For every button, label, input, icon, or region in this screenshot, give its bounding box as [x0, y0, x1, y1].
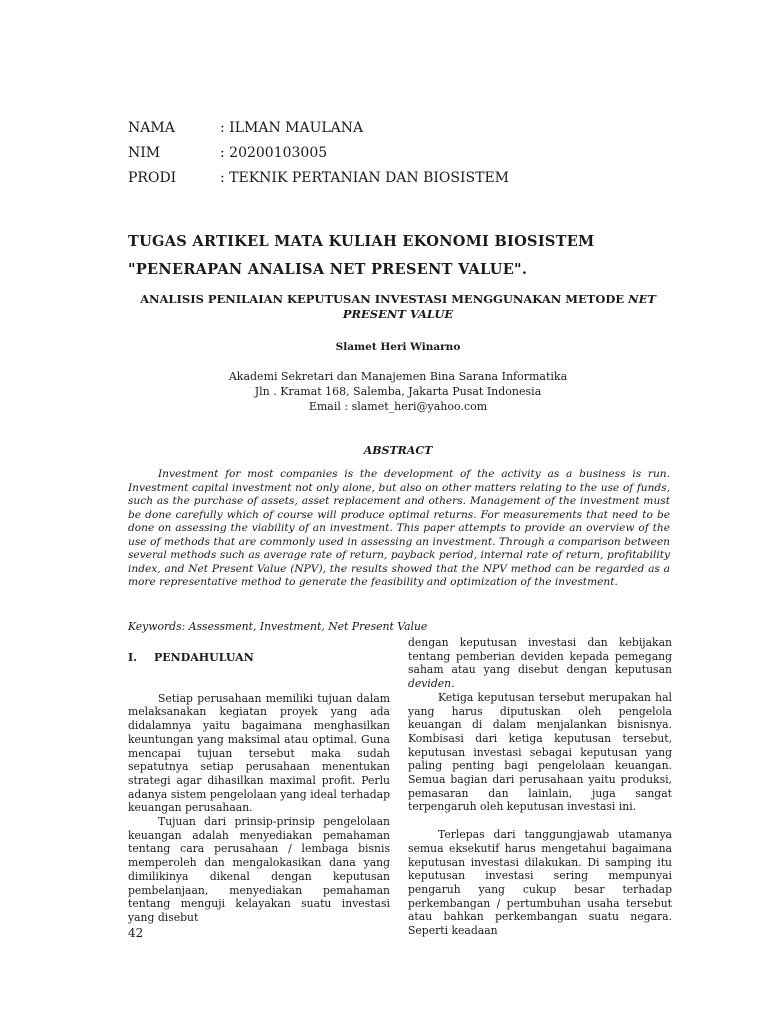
body-paragraph: Tujuan dari prinsip-prinsip pengelolaan keuangan adalah menyediakan pemahaman tentang cara perusahaan / lembaga bisnis memperoleh dan mengalokasikan dana yang dimilikinya dikenal dengan keputusan pembelanjaan, menyediakan pemahaman tentang menguji kelayakan suatu investasi yang disebut [128, 815, 390, 924]
paper-author: Slamet Heri Winarno [335, 341, 461, 353]
body-paragraph [408, 636, 672, 691]
identity-value: : TEKNIK PERTANIAN DAN BIOSISTEM [220, 170, 510, 186]
section-heading [128, 651, 390, 665]
identity-label: PRODI [128, 170, 177, 186]
paper-title [128, 292, 668, 322]
body-paragraph: Terlepas dari tanggungjawab utamanya semua eksekutif harus mengetahui bagaimana keputusan investasi dilakukan. Di samping itu keputusan investasi sering mempunyai pengaruh yang cukup besar terhadap perkembangan / pertumbuhan usaha tersebut atau bahkan perkembangan suatu negara. Seperti keadaan [408, 828, 672, 938]
identity-label: NAMA [128, 120, 175, 136]
affiliation-line: Jln . Kramat 168, Salemba, Jakarta Pusat Indonesia [254, 385, 542, 398]
body-paragraph: Setiap perusahaan memiliki tujuan dalam melaksanakan kegiatan proyek yang ada didalamnya yaitu bagaimana menghasilkan keuntungan yang maksimal atau optimal. Guna mencapai tujuan tersebut maka sudah sepatutnya setiap perusahaan menentukan strategi agar dihasilkan maximal profit. Perlu adanya sistem pengelolaan yang ideal terhadap keuangan perusahaan. [128, 691, 390, 815]
keywords: Keywords: Assessment, Investment, Net Present Value [128, 620, 428, 633]
affiliation-line: Akademi Sekretari dan Manajemen Bina Sarana Informatika [228, 370, 568, 383]
left-column [128, 651, 390, 925]
page-number: 42 [128, 926, 144, 940]
abstract-text: Investment for most companies is the development of the activity as a business is run. Investment capital investment not only alone, but also on other matters relating to the use of funds, such as the purchase of assets, asset replacement and others. Management of the investment must be done carefully which of course will produce optimal returns. For measurements that need to be done on assessing the viability of an investment. This paper attempts to provide an overview of the use of methods that are commonly used in assessing an investment. Through a comparison between several methods such as average rate of return, payback period, internal rate of return, profitability index, and Net Present Value (NPV), the results showed that the NPV method can be regarded as a more representative method to generate the feasibility and optimization of the investment. [128, 468, 670, 588]
paper-title-main: ANALISIS PENILAIAN KEPUTUSAN INVESTASI MENGGUNAKAN METODE [140, 292, 629, 306]
identity-value: : 20200103005 [220, 145, 328, 161]
assignment-title: TUGAS ARTIKEL MATA KULIAH EKONOMI BIOSISTEM "PENERAPAN ANALISA NET PRESENT VALUE". [128, 233, 595, 278]
section-title: PENDAHULUAN [154, 651, 254, 664]
abstract-heading: ABSTRACT [363, 444, 433, 457]
author-email: Email : slamet_heri@yahoo.com [308, 400, 488, 413]
identity-label: NIM [128, 145, 161, 161]
body-paragraph: Ketiga keputusan tersebut merupakan hal yang harus diputuskan oleh pengelola keuangan di dalam menjalankan bisnisnya. Kombisasi dari ketiga keputusan tersebut, keputusan investasi sebagai keputusan yang paling penting bagi pengelolaan keuangan. Semua bagian dari perusahaan yaitu produksi, pemasaran dan lainlain, juga sangat terpengaruh oleh keputusan investasi ini. [408, 690, 672, 814]
paragraph-italic: deviden. [408, 677, 455, 691]
section-number: I. [128, 651, 137, 664]
paper-title-italic: NET PRESENT VALUE [342, 292, 656, 321]
right-column [408, 636, 672, 938]
identity-value: : ILMAN MAULANA [220, 120, 364, 136]
author-affiliation [128, 369, 668, 414]
paragraph-text: dengan keputusan investasi dan kebijakan tentang pemberian deviden kepada pemegang saham atau yang disebut dengan keputusan [408, 636, 672, 677]
